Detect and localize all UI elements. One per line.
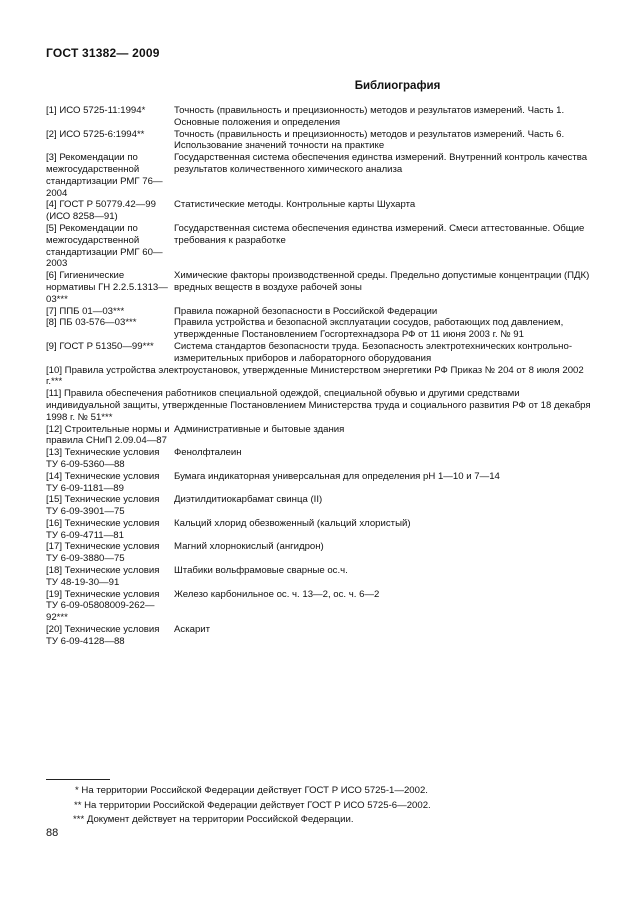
bibliography-entry bbox=[46, 341, 591, 365]
entry-reference: [2] ИСО 5725-6:1994** bbox=[46, 128, 145, 140]
footnote: * На территории Российской Федерации действует ГОСТ Р ИСО 5725-1—2002. bbox=[75, 785, 428, 796]
bibliography-entry-full: [11] Правила обеспечения работников специальной одеждой, специальной обувью и другими средствами индивидуальной защиты, утвержденные Постановлением Министерства труда и социального развития РФ от 18 декабря 1998 г. № 51*** bbox=[46, 388, 591, 423]
entry-reference: [8] ПБ 03-576—03*** bbox=[46, 317, 137, 329]
bibliography-entry bbox=[46, 223, 591, 270]
entry-title: Фенолфталеин bbox=[174, 447, 242, 459]
entry-title: Магний хлорнокислый (ангидрон) bbox=[174, 541, 324, 553]
document-header: ГОСТ 31382— 2009 bbox=[46, 46, 160, 60]
entry-reference: [7] ППБ 01—03*** bbox=[46, 305, 125, 317]
bibliography-entry bbox=[46, 518, 591, 542]
bibliography-entry bbox=[46, 447, 591, 471]
entry-reference: [3] Рекомендации по межгосударственной стандартизации РМГ 76—2004 bbox=[46, 152, 163, 199]
bibliography-entry bbox=[46, 270, 591, 305]
entry-reference: [1] ИСО 5725-11:1994* bbox=[46, 105, 146, 116]
entry-reference: [14] Технические условия ТУ 6-09-1181—89 bbox=[46, 470, 160, 494]
bibliography-entry bbox=[46, 306, 591, 318]
bibliography-entry bbox=[46, 129, 591, 153]
entry-reference: [16] Технические условия ТУ 6-09-4711—81 bbox=[46, 517, 160, 541]
footnotes bbox=[46, 784, 591, 828]
page-number: 88 bbox=[46, 827, 59, 839]
entry-reference: [4] ГОСТ Р 50779.42—99 (ИСО 8258—91) bbox=[46, 199, 156, 223]
entry-reference: [19] Технические условия ТУ 6-09-05808009-262—92*** bbox=[46, 588, 160, 624]
entry-title: Бумага индикаторная универсальная для определения pH 1—10 и 7—14 bbox=[174, 470, 500, 482]
entry-title: Штабики вольфрамовые сварные ос.ч. bbox=[174, 565, 348, 577]
bibliography-entry bbox=[46, 199, 591, 223]
bibliography-entry bbox=[46, 494, 591, 518]
entry-title: Государственная система обеспечения единства измерений. Смеси аттестованные. Общие требования к разработке bbox=[174, 222, 585, 246]
entry-reference: [20] Технические условия ТУ 6-09-4128—88 bbox=[46, 624, 160, 647]
bibliography-entry bbox=[46, 565, 591, 589]
bibliography-entry bbox=[46, 424, 591, 448]
bibliography-entry bbox=[46, 624, 591, 648]
bibliography-entry bbox=[46, 471, 591, 495]
bibliography-entry bbox=[46, 105, 591, 129]
entry-reference: [18] Технические условия ТУ 48-19-30—91 bbox=[46, 565, 160, 588]
entry-title: Государственная система обеспечения единства измерений. Внутренний контроль качества результатов количественного химического анализа bbox=[174, 152, 588, 175]
bibliography-entry bbox=[46, 589, 591, 624]
entry-reference: [6] Гигиенические нормативы ГН 2.2.5.1313—03*** bbox=[46, 270, 168, 305]
bibliography-entry bbox=[46, 541, 591, 565]
entry-title: Правила пожарной безопасности в Российской Федерации bbox=[174, 305, 438, 317]
bibliography-entry-full: [10] Правила устройства электроустановок, утвержденные Министерством энергетики РФ Приказ № 204 от 8 июля 2002 г.*** bbox=[46, 364, 584, 388]
entry-title: Аскарит bbox=[174, 624, 211, 636]
entry-reference: [17] Технические условия ТУ 6-09-3880—75 bbox=[46, 541, 160, 565]
entry-reference: [9] ГОСТ Р 51350—99*** bbox=[46, 340, 154, 352]
section-title bbox=[0, 80, 630, 92]
entry-reference: [5] Рекомендации по межгосударственной стандартизации РМГ 60—2003 bbox=[46, 222, 163, 270]
bibliography-entry bbox=[46, 317, 591, 341]
entry-title: Диэтилдитиокарбамат свинца (II) bbox=[174, 494, 323, 506]
entry-title: Правила устройства и безопасной эксплуатации сосудов, работающих под давлением, утвержденные Постановлением Госгортехнадзора РФ от 11 июня 2003 г. № 91 bbox=[174, 317, 564, 341]
entry-title: Статистические методы. Контрольные карты Шухарта bbox=[174, 199, 416, 211]
bibliography-title: Библиография bbox=[354, 80, 441, 92]
footnote: ** На территории Российской Федерации действует ГОСТ Р ИСО 5725-6—2002. bbox=[74, 799, 431, 811]
entry-reference: [12] Строительные нормы и правила СНиП 2.09.04—87 bbox=[46, 423, 170, 447]
entry-title: Кальций хлорид обезвоженный (кальций хлористый) bbox=[174, 517, 411, 529]
bibliography-list bbox=[46, 105, 591, 648]
entry-title: Химические факторы производственной среды. Предельно допустимые концентрации (ПДК) вредных веществ в воздухе рабочей зоны bbox=[174, 270, 590, 293]
entry-reference: [15] Технические условия ТУ 6-09-3901—75 bbox=[46, 494, 160, 518]
entry-title: Точность (правильность и прецизионность) методов и результатов измерений. Часть 1. Основные положения и определения bbox=[174, 105, 565, 128]
bibliography-entry bbox=[46, 152, 591, 199]
entry-title: Точность (правильность и прецизионность) методов и результатов измерений. Часть 6. Использование значений точности на практике bbox=[174, 128, 565, 152]
entry-title: Административные и бытовые здания bbox=[174, 423, 345, 435]
entry-title: Система стандартов безопасности труда. Безопасность электротехнических контрольно-измерительных приборов и лабораторного оборудования bbox=[174, 340, 573, 364]
entry-title: Железо карбонильное ос. ч. 13—2, ос. ч. 6—2 bbox=[174, 588, 380, 600]
footnote: *** Документ действует на территории Российской Федерации. bbox=[73, 814, 354, 826]
footnote-divider bbox=[46, 779, 110, 780]
entry-reference: [13] Технические условия ТУ 6-09-5360—88 bbox=[46, 447, 160, 470]
